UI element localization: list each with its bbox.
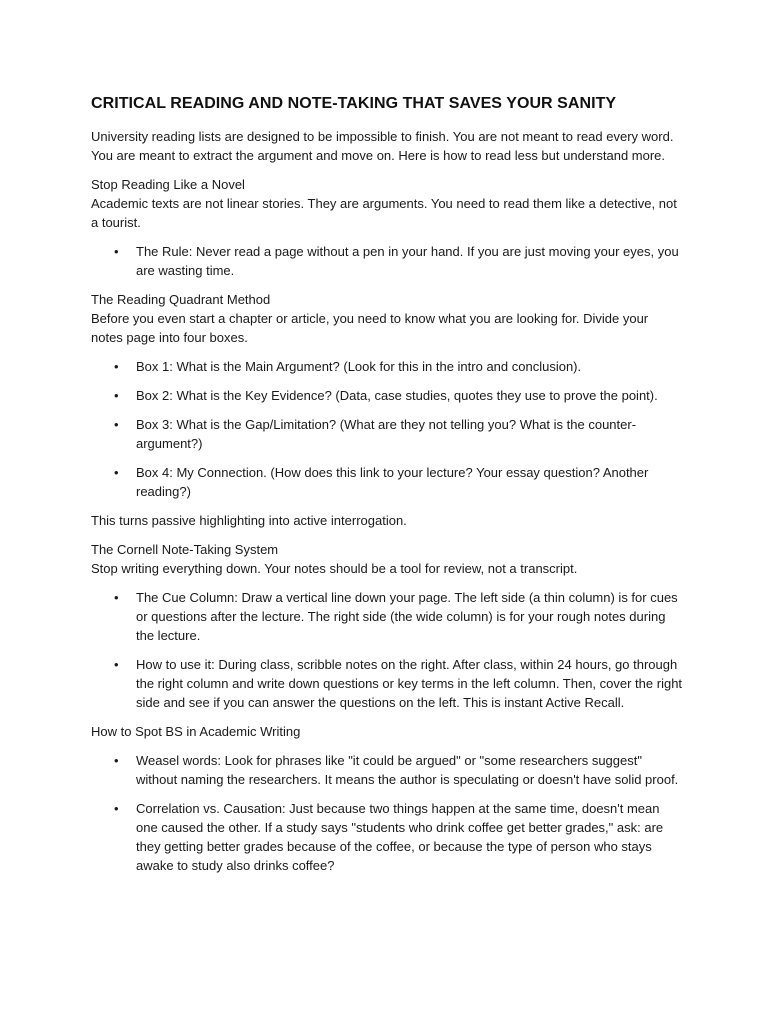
section-cornell-note-taking: [91, 540, 683, 712]
list-item-text: Box 2: What is the Key Evidence? (Data, case studies, quotes they use to prove the point).: [136, 388, 658, 403]
bullet-list: [91, 588, 683, 712]
bullet-icon: •: [114, 359, 119, 374]
list-item: [114, 655, 683, 712]
bullet-icon: •: [114, 801, 119, 816]
list-item-text: Weasel words: Look for phrases like "it could be argued" or "some researchers suggest" without naming the researchers. It means the author is speculating or doesn't have solid proof.: [136, 753, 679, 787]
list-item: [114, 463, 683, 501]
list-item-text: Box 1: What is the Main Argument? (Look for this in the intro and conclusion).: [136, 359, 582, 374]
list-item: [114, 799, 683, 875]
section-stop-reading-like-a-novel: [91, 175, 683, 280]
list-item: [114, 357, 683, 376]
bullet-icon: •: [114, 753, 119, 768]
bullet-list: [91, 751, 683, 875]
list-item: [114, 386, 683, 405]
bullet-list: [91, 242, 683, 280]
list-item: [114, 751, 683, 789]
section-reading-quadrant-method: [91, 290, 683, 530]
list-item: [114, 242, 683, 280]
section-heading: The Cornell Note-Taking System: [91, 542, 279, 557]
list-item-text: Correlation vs. Causation: Just because two things happen at the same time, doesn't mean one caused the other. If a study says "students who drink coffee get better grades," ask: are they getting better grades because of the coffee, or because the type of person who stays awake to study also drinks coffee?: [136, 801, 664, 873]
section-heading: How to Spot BS in Academic Writing: [91, 724, 301, 739]
intro-paragraph: University reading lists are designed to be impossible to finish. You are not meant to read every word. You are meant to extract the argument and move on. Here is how to read less but understand more.: [91, 129, 674, 163]
bullet-icon: •: [114, 417, 119, 432]
bullet-icon: •: [114, 244, 119, 259]
list-item-text: Box 4: My Connection. (How does this link to your lecture? Your essay question? Another reading?): [136, 465, 649, 499]
bullet-icon: •: [114, 465, 119, 480]
list-item: [114, 588, 683, 645]
list-item: [114, 415, 683, 453]
bullet-icon: •: [114, 388, 119, 403]
bullet-icon: •: [114, 590, 119, 605]
section-spot-bs: [91, 722, 683, 875]
list-item-text: Box 3: What is the Gap/Limitation? (What are they not telling you? What is the counter-argument?): [136, 417, 637, 451]
section-body: Before you even start a chapter or article, you need to know what you are looking for. Divide your notes page into four boxes.: [91, 311, 649, 345]
document-page: [91, 93, 683, 885]
section-heading: The Reading Quadrant Method: [91, 292, 271, 307]
section-body: Stop writing everything down. Your notes should be a tool for review, not a transcript.: [91, 561, 578, 576]
section-heading: Stop Reading Like a Novel: [91, 177, 245, 192]
section-body: Academic texts are not linear stories. They are arguments. You need to read them like a detective, not a tourist.: [91, 196, 677, 230]
bullet-icon: •: [114, 657, 119, 672]
section-closing-text: This turns passive highlighting into active interrogation.: [91, 513, 407, 528]
document-title: CRITICAL READING AND NOTE-TAKING THAT SAVES YOUR SANITY: [91, 95, 617, 112]
list-item-text: The Rule: Never read a page without a pen in your hand. If you are just moving your eyes, you are wasting time.: [136, 244, 679, 278]
bullet-list: [91, 357, 683, 501]
list-item-text: The Cue Column: Draw a vertical line down your page. The left side (a thin column) is for cues or questions after the lecture. The right side (the wide column) is for your rough notes during the lecture.: [136, 590, 678, 643]
list-item-text: How to use it: During class, scribble notes on the right. After class, within 24 hours, go through the right column and write down questions or key terms in the left column. Then, cover the right side and see if you can answer the questions on the left. This is instant Active Recall.: [136, 657, 683, 710]
